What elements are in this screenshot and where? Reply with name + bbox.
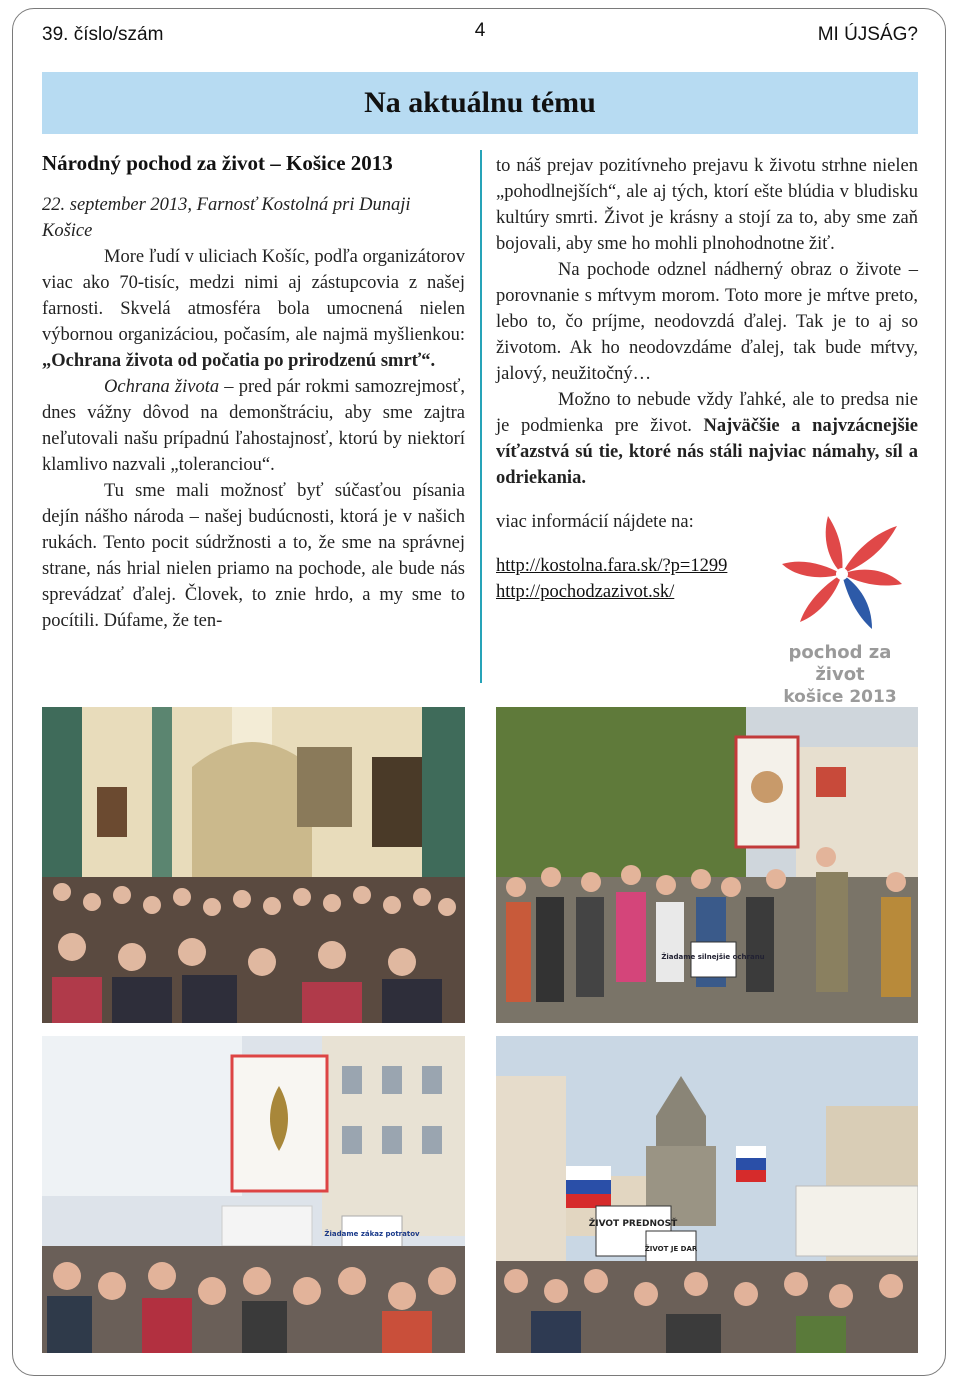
logo-caption	[770, 642, 910, 708]
article-left-column	[42, 150, 465, 634]
section-title: Na aktuálnu tému	[364, 86, 596, 119]
paragraph-5-text: Možno to nebude vždy ľahké, ale to predsa nie je podmienka pre život.	[496, 390, 918, 436]
issue-number: 39. číslo/szám	[42, 24, 164, 45]
paragraph-3-right: to náš prejav pozitívneho prejavu k životu strhne nielen „pohodlnejších“, ale aj tých, ktorí ešte blúdia v bludisku kultúry smrti. Život je krásny a stojí za to, aby sme zaň bojovali, aby sme ho mohli plnohodnotne žiť.	[496, 156, 918, 254]
paragraph-5-bold: Najväčšie a najvzácnejšie víťazstvá sú tie, ktoré nás stáli najviac námahy, síl a odriekania.	[496, 416, 918, 488]
paragraph-5	[496, 387, 918, 491]
paragraph-2-lead: Ochrana života	[104, 377, 220, 397]
logo-line-2: košice 2013	[783, 687, 897, 707]
sign-text-2: Žiadame silnejšie ochranu	[661, 953, 765, 961]
info-text: viac informácií nájdete na:	[496, 512, 694, 532]
article-title: Národný pochod za život – Košice 2013	[42, 151, 393, 175]
paragraph-1	[42, 244, 465, 374]
sign-text-4b: ŽIVOT JE DAR	[644, 1245, 698, 1253]
photo-church-interior	[42, 707, 465, 1023]
photo-group-street	[496, 707, 918, 1023]
magazine-name: MI ÚJSÁG?	[817, 24, 918, 45]
photo-cathedral-flags	[496, 1036, 918, 1353]
photo-crowd-banners	[42, 1036, 465, 1353]
link-pochodzazivot[interactable]: http://pochodzazivot.sk/	[496, 582, 675, 602]
page-header	[42, 20, 918, 50]
paragraph-1-text: More ľudí v uliciach Košíc, podľa organizátorov viac ako 70-tisíc, medzi nimi aj zástupcovia z našej farnosti. Skvelá atmosféra bola umocnená nielen výbornou organizáciou, počasím, ale najmä myšlienkou:	[42, 247, 465, 345]
page-number: 4	[474, 20, 486, 41]
paragraph-4: Na pochode odznel nádherný obraz o živote – porovnanie s mŕtvym morom. Toto more je mŕtve preto, lebo to, čo príjme, neodovzdá ďalej. Tak je to aj so životom. Ak ho neodovzdáme ďalej, tak bude mŕtvy, jalový, neužitočný…	[496, 260, 918, 384]
column-divider	[480, 150, 482, 683]
sign-text-4a: ŽIVOT PREDNOSŤ	[588, 1219, 678, 1229]
logo-line-1: pochod za život	[788, 642, 892, 685]
sign-text-3: Žiadame zákaz potratov	[324, 1230, 420, 1238]
paragraph-2-text: – pred pár rokmi samozrejmosť, dnes vážny dôvod na demonštráciu, aby sme zajtra neľutovali našu prípadnú ľahostajnosť, ktorú by niektorí klamlivo nazvali „toleranciou“.	[42, 377, 465, 475]
paragraph-3-left: Tu sme mali možnosť byť súčasťou písania dejín nášho národa – našej budúcnosti, ktorá je v našich rukách. Tento pocit súdržnosti a to, že sme na správnej strane, nás hrial nielen priamo na pochode, ale bude nás sprevádzať ďalej. Človek, to znie hrdo, a my sme to pocítili. Dúfame, že ten-	[42, 481, 465, 631]
paragraph-2	[42, 374, 465, 478]
paragraph-1-quote: „Ochrana života od počatia po prirodzenú smrť“.	[42, 351, 436, 371]
article-dateline: 22. september 2013, Farnosť Kostolná pri Dunaji Košice	[42, 195, 411, 241]
link-kostolna[interactable]: http://kostolna.fara.sk/?p=1299	[496, 556, 728, 576]
section-banner	[42, 72, 918, 134]
